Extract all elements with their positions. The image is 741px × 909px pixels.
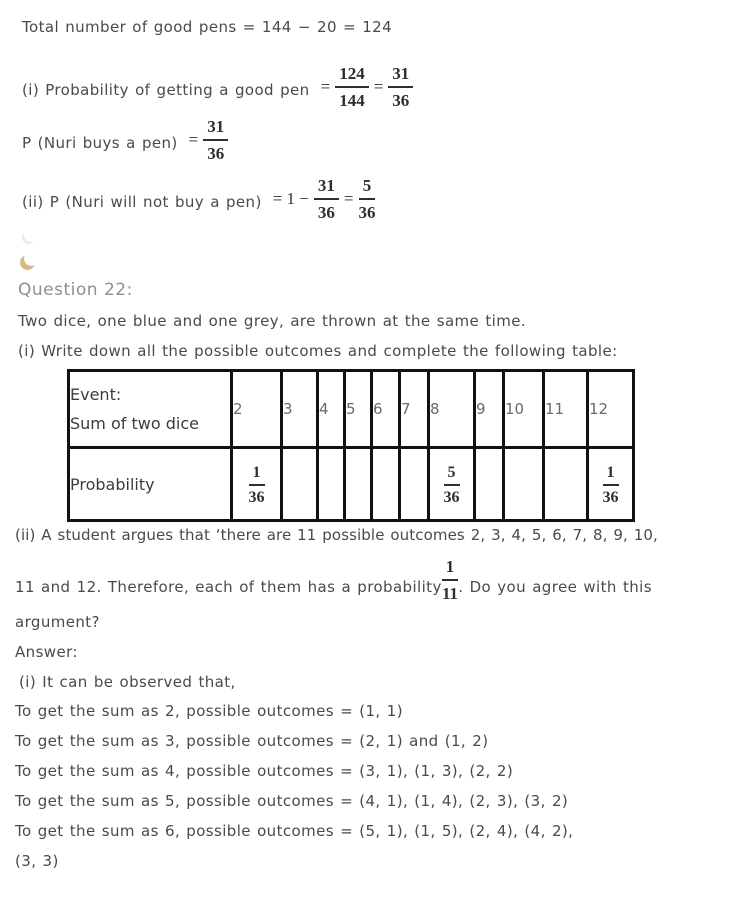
- fraction-numerator: 1: [249, 463, 265, 486]
- fraction-numerator: 31: [203, 116, 228, 141]
- math-operator: =: [343, 189, 354, 208]
- part-ii-text-after: . Do you agree with this: [458, 578, 652, 596]
- equation-nuri-buys-pen: [22, 108, 727, 163]
- fraction-numerator: 5: [359, 175, 376, 200]
- answer-lines: [15, 702, 727, 870]
- fraction-denominator: 11: [441, 584, 459, 603]
- sum-header-cell: 11: [544, 371, 588, 448]
- sum-header-cell: 3: [282, 371, 318, 448]
- sum-header-cell: 8: [429, 371, 475, 448]
- fraction-1-11: [442, 556, 459, 604]
- fraction: [314, 175, 339, 223]
- answer-line: To get the sum as 3, possible outcomes = (2, 1) and (1, 2): [15, 732, 489, 750]
- probability-cell-empty: [504, 448, 544, 521]
- equation-label: (ii) P (Nuri will not buy a pen): [22, 193, 262, 211]
- fraction-numerator: 5: [444, 463, 460, 486]
- fraction: [603, 463, 619, 507]
- sum-header-cell: 2: [232, 371, 282, 448]
- probability-cell-empty: [282, 448, 318, 521]
- fraction-numerator: 31: [314, 175, 339, 200]
- fraction: [249, 463, 265, 507]
- solution-total-line: Total number of good pens = 144 − 20 = 124: [22, 18, 393, 36]
- event-label-line1: Event:: [70, 385, 122, 404]
- answer-line: (3, 3): [15, 852, 59, 870]
- answer-line: To get the sum as 5, possible outcomes = (4, 1), (1, 4), (2, 3), (3, 2): [15, 792, 569, 810]
- table-event-header: [69, 371, 232, 448]
- fraction-denominator: 36: [358, 203, 376, 222]
- math-operator: = 1 −: [272, 189, 309, 208]
- fraction: [444, 463, 460, 507]
- equation-nuri-not-buy-pen: [22, 167, 727, 222]
- answer-line: To get the sum as 6, possible outcomes = (5, 1), (1, 5), (2, 4), (4, 2),: [15, 822, 574, 840]
- sum-header-cell: 12: [588, 371, 634, 448]
- answer-line: To get the sum as 2, possible outcomes = (1, 1): [15, 702, 403, 720]
- decoration-block: [24, 227, 727, 266]
- probability-cell-empty: [345, 448, 372, 521]
- question-part-ii-line1: (ii) A student argues that ‘there are 11 possible outcomes 2, 3, 4, 5, 6, 7, 8, 9, 10,: [15, 526, 658, 544]
- fraction-numerator: 1: [603, 463, 619, 486]
- fraction-denominator: 36: [207, 144, 225, 163]
- equation-math: [268, 175, 376, 223]
- equation-math: [316, 63, 414, 111]
- answer-observed-line: (i) It can be observed that,: [19, 673, 236, 691]
- sum-header-cell: 6: [372, 371, 400, 448]
- probability-cell: [429, 448, 475, 521]
- math-operator: =: [188, 130, 199, 149]
- event-label-line2: Sum of two dice: [70, 414, 199, 433]
- fraction-numerator: 124: [335, 63, 369, 88]
- fraction-numerator: 1: [442, 556, 459, 581]
- outcomes-table: [67, 369, 635, 522]
- fraction: [388, 63, 413, 111]
- crescent-icon-light: [24, 227, 39, 242]
- equation-probability-good-pen: [22, 55, 727, 110]
- fraction: [359, 175, 376, 223]
- probability-cell-empty: [372, 448, 400, 521]
- equation-label: P (Nuri buys a pen): [22, 134, 178, 152]
- probability-cell-empty: [475, 448, 504, 521]
- fraction-denominator: 36: [392, 91, 410, 110]
- equation-math: [184, 116, 229, 164]
- math-operator: =: [373, 77, 384, 96]
- table-probability-label: Probability: [69, 448, 232, 521]
- probability-cell-empty: [318, 448, 345, 521]
- fraction-denominator: 36: [248, 488, 265, 506]
- part-ii-text-before: 11 and 12. Therefore, each of them has a probability: [15, 578, 442, 596]
- sum-header-cell: 4: [318, 371, 345, 448]
- fraction-denominator: 36: [317, 203, 335, 222]
- fraction-denominator: 144: [339, 91, 365, 110]
- answer-line: To get the sum as 4, possible outcomes = (3, 1), (1, 3), (2, 2): [15, 762, 514, 780]
- probability-cell: [232, 448, 282, 521]
- fraction-denominator: 36: [443, 488, 460, 506]
- question-part-ii-line2: [15, 553, 727, 601]
- probability-cell-empty: [400, 448, 429, 521]
- question-part-ii-line3: argument?: [15, 613, 100, 631]
- probability-cell: [588, 448, 634, 521]
- sum-header-cell: 10: [504, 371, 544, 448]
- fraction-numerator: 31: [388, 63, 413, 88]
- question-part-i: (i) Write down all the possible outcomes and complete the following table:: [18, 342, 618, 360]
- sum-header-cell: 7: [400, 371, 429, 448]
- question-heading: Question 22:: [18, 280, 133, 300]
- sum-header-cell: 9: [475, 371, 504, 448]
- fraction: [203, 116, 228, 164]
- fraction: [335, 63, 369, 111]
- sum-header-cell: 5: [345, 371, 372, 448]
- crescent-icon-gold: [24, 251, 39, 266]
- question-intro: Two dice, one blue and one grey, are thrown at the same time.: [18, 312, 527, 330]
- fraction-denominator: 36: [602, 488, 619, 506]
- equation-label: (i) Probability of getting a good pen: [22, 81, 310, 99]
- math-operator: =: [320, 77, 331, 96]
- probability-cell-empty: [544, 448, 588, 521]
- answer-heading: Answer:: [15, 643, 78, 661]
